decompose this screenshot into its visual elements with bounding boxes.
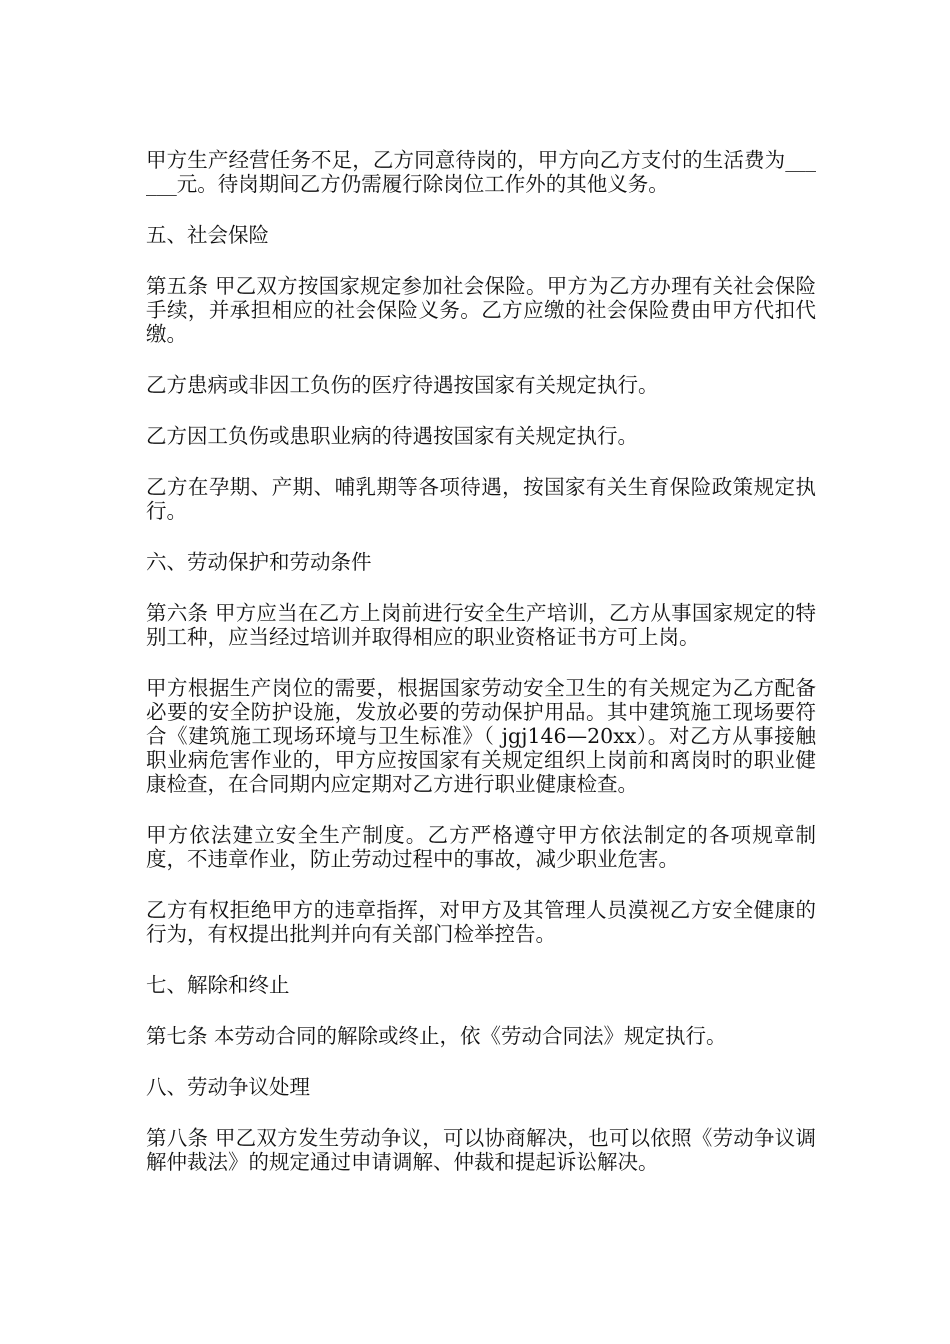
paragraph-medical-treatment: 乙方患病或非因工负伤的医疗待遇按国家有关规定执行。 bbox=[146, 373, 659, 397]
section-heading-labor-protection: 六、劳动保护和劳动条件 bbox=[146, 550, 372, 574]
paragraph-article-6: 第六条 甲方应当在乙方上岗前进行安全生产培训，乙方从事国家规定的特别工种，应当经过培训并取得相应的职业资格证书方可上岗。 bbox=[146, 601, 816, 649]
paragraph-article-7: 第七条 本劳动合同的解除或终止，依《劳动合同法》规定执行。 bbox=[146, 1024, 727, 1048]
paragraph-safety-rules: 甲方依法建立安全生产制度。乙方严格遵守甲方依法制定的各项规章制度，不违章作业，防止劳动过程中的事故，减少职业危害。 bbox=[146, 823, 816, 871]
paragraph-work-injury: 乙方因工负伤或患职业病的待遇按国家有关规定执行。 bbox=[146, 424, 638, 448]
paragraph-maternity: 乙方在孕期、产期、哺乳期等各项待遇，按国家有关生育保险政策规定执行。 bbox=[146, 475, 816, 523]
section-heading-social-insurance: 五、社会保险 bbox=[146, 223, 269, 247]
paragraph-standby-allowance: 甲方生产经营任务不足，乙方同意待岗的，甲方向乙方支付的生活费为______元。待岗期间乙方仍需履行除岗位工作外的其他义务。 bbox=[146, 148, 816, 196]
section-heading-dispute: 八、劳动争议处理 bbox=[146, 1075, 310, 1099]
paragraph-safety-equipment: 甲方根据生产岗位的需要，根据国家劳动安全卫生的有关规定为乙方配备必要的安全防护设施，发放必要的劳动保护用品。其中建筑施工现场要符合《建筑施工现场环境与卫生标准》（ jgj146—20xx）。对乙方从事接触职业病危害作业的，甲方应按国家有关规定组织上岗前和离岗时的职业健康检查，在合同期内应定期对乙方进行职业健康检查。 bbox=[146, 676, 816, 796]
paragraph-article-8: 第八条 甲乙双方发生劳动争议，可以协商解决，也可以依照《劳动争议调解仲裁法》的规定通过申请调解、仲裁和提起诉讼解决。 bbox=[146, 1126, 816, 1174]
section-heading-termination: 七、解除和终止 bbox=[146, 973, 290, 997]
paragraph-article-5: 第五条 甲乙双方按国家规定参加社会保险。甲方为乙方办理有关社会保险手续，并承担相应的社会保险义务。乙方应缴的社会保险费由甲方代扣代缴。 bbox=[146, 274, 816, 346]
paragraph-right-to-refuse: 乙方有权拒绝甲方的违章指挥，对甲方及其管理人员漠视乙方安全健康的行为，有权提出批判并向有关部门检举控告。 bbox=[146, 898, 816, 946]
document-body bbox=[146, 148, 816, 1201]
